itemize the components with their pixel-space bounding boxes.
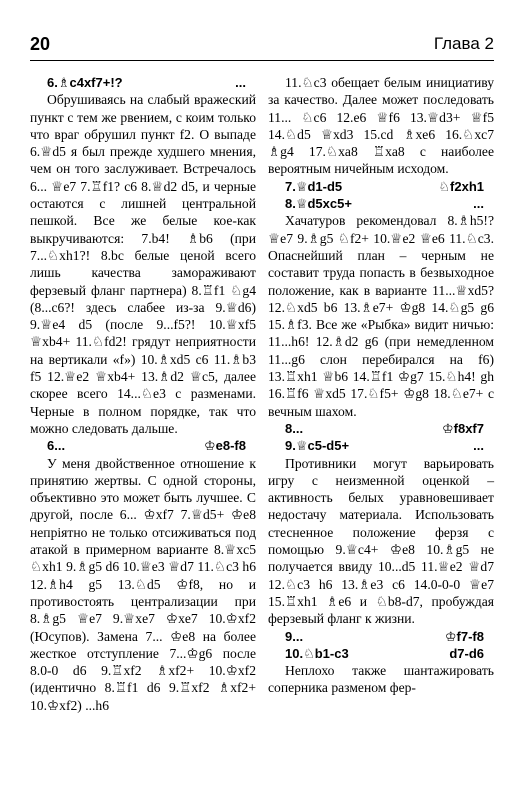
move-line xyxy=(30,74,256,91)
commentary-paragraph: Противники могут варьировать игру с неизменной оценкой – активность белых уравновешивает недостачу материала. Использовать стесненное положение ферзя с помощью 9.♕c4+ ♔e8 10.♗g5 не получается ввиду 10...d5 11.♕e2 ♕d7 12.♘c3 h6 13.♗e3 c6 14.0-0-0 ♕e7 15.♖xh1 ♗e6 и ♘b8-d7, пробуждая ферзевый фланг к жизни. xyxy=(268,455,494,627)
right-column xyxy=(268,74,494,790)
black-move: ... xyxy=(473,196,484,212)
move-line xyxy=(268,420,494,437)
commentary-paragraph: У меня двойственное отношение к принятию жертвы. С одной стороны, объективно это может быть лучшее. С другой, после 6... ♔xf7 7.♕d5+ ♔e8 непріятно не только отсиживаться под атакой в примерном варианте 8.♕xc5 ♘xh1 9.♗g5 d6 10.♕e3 ♕d7 11.♘c3 h6 12.♗h4 g5 13.♘d5 ♔f8, но и противостоять централизации при 8.♗g5 ♕e7 9.♕xe7 ♔xe7 10.♔xf2 (Юсупов). Замена 7... ♔e8 на более жесткое отступление 7...♔g6 после 8.0-0 d6 9.♖xf2 ♗xf2+ 10.♔xf2 (идентично 8.♖f1 d6 9.♖xf2 ♗xf2+ 10.♔xf2) ...h6 xyxy=(30,455,256,713)
white-move: 7.♕d1-d5 xyxy=(285,178,343,194)
white-move: 10.♘b1-c3 xyxy=(285,645,349,661)
white-move: 9... xyxy=(285,628,304,644)
move-line xyxy=(268,628,494,645)
black-move: ... xyxy=(235,75,246,90)
text-columns xyxy=(30,74,494,790)
white-move: 9.♕c5-d5+ xyxy=(285,438,350,454)
black-move: ... xyxy=(473,438,484,454)
header-rule xyxy=(30,60,494,61)
black-move: ♔f8xf7 xyxy=(441,420,484,436)
page-number: 20 xyxy=(30,34,51,54)
white-move: 8... xyxy=(285,420,304,436)
white-move: 6... xyxy=(47,438,66,454)
white-move: 6.♗c4xf7+!? xyxy=(47,75,123,90)
chapter-label: Глава 2 xyxy=(433,34,494,53)
commentary-paragraph: Обрушиваясь на слабый вражеский пункт с тем же рвением, с коим только что враг обрушил пункт f2. О выпаде 6.♕d5 я был прежде худшего мнения, чем он того заслуживает. Встречалось 6... ♕e7 7.♖f1? c6 8.♕d2 d5, и черные остаются с лишней центральной пешкой. Все же белые кое-как выкручиваются: 7.b4! ♗b6 (при 7...♘xh1?! 8.bc белые ценой всего лишь качества замораживают ферзевый фланг партнера) 8.♖f1 ♘g4 (8...c6?! здесь слабее из-за 9.♕d6) 9.♕e4 d5 (после 9...f5?! 10.♕xf5 ♕xb4+ 11.♘fd2! грядут неприятности на вертикали «f») 10.♗xd5 c6 11.♗b3 f5 12.♕e2 ♕xb4+ 13.♗d2 ♕c5, далее скорее всего 14...♘e3 с разменами. Черные в полном порядке, так что можно следовать дальше. xyxy=(30,92,256,436)
commentary-paragraph: 11.♘c3 обещает белым инициативу за качество. Далее может последовать 11... ♘c6 12.e6 ♕f6 13.♕d3+ ♕f5 14.♘d5 ♕xd3 15.cd ♗xe6 16.♘xc7 ♗g4 17.♘xa8 ♖xa8 с наиболее вероятным ничейным исходом. xyxy=(268,75,494,177)
black-move: d7-d6 xyxy=(449,645,484,661)
move-line xyxy=(268,437,494,454)
page-header xyxy=(30,34,494,60)
move-line xyxy=(268,178,494,195)
black-move: ♔f7-f8 xyxy=(444,628,484,644)
move-line xyxy=(268,195,494,212)
left-column xyxy=(30,74,256,790)
move-line xyxy=(30,437,256,454)
black-move: ♘f2xh1 xyxy=(438,178,484,194)
commentary-paragraph: Хачатуров рекомендовал 8.♗h5!? ♕e7 9.♗g5 ♘f2+ 10.♕e2 ♕e6 11.♘c3. Опаснейший план – черным не составит труда попасть в безвыходное положение, как в варианте 11...♕xd5? 12.♘xd5 b6 13.♗e7+ ♔g8 14.♘g5 g6 15.♗f3. Все же «Рыбка» видит ничью: 11...h6! 12.♗d2 g6 (при немедленном 11...g6 слон перебирался на f6) 13.♖xh1 ♕b6 14.♖f1 ♔g7 15.♘h4! gh 16.♖f6 ♕xd5 17.♘f5+ ♔g8 18.♘e7+ с вечным шахом. xyxy=(268,213,494,419)
commentary-paragraph: Неплохо также шантажировать соперника разменом фер- xyxy=(268,663,494,696)
white-move: 8.♕d5xc5+ xyxy=(285,196,352,212)
move-line xyxy=(268,645,494,662)
black-move: ♔e8-f8 xyxy=(203,438,246,454)
